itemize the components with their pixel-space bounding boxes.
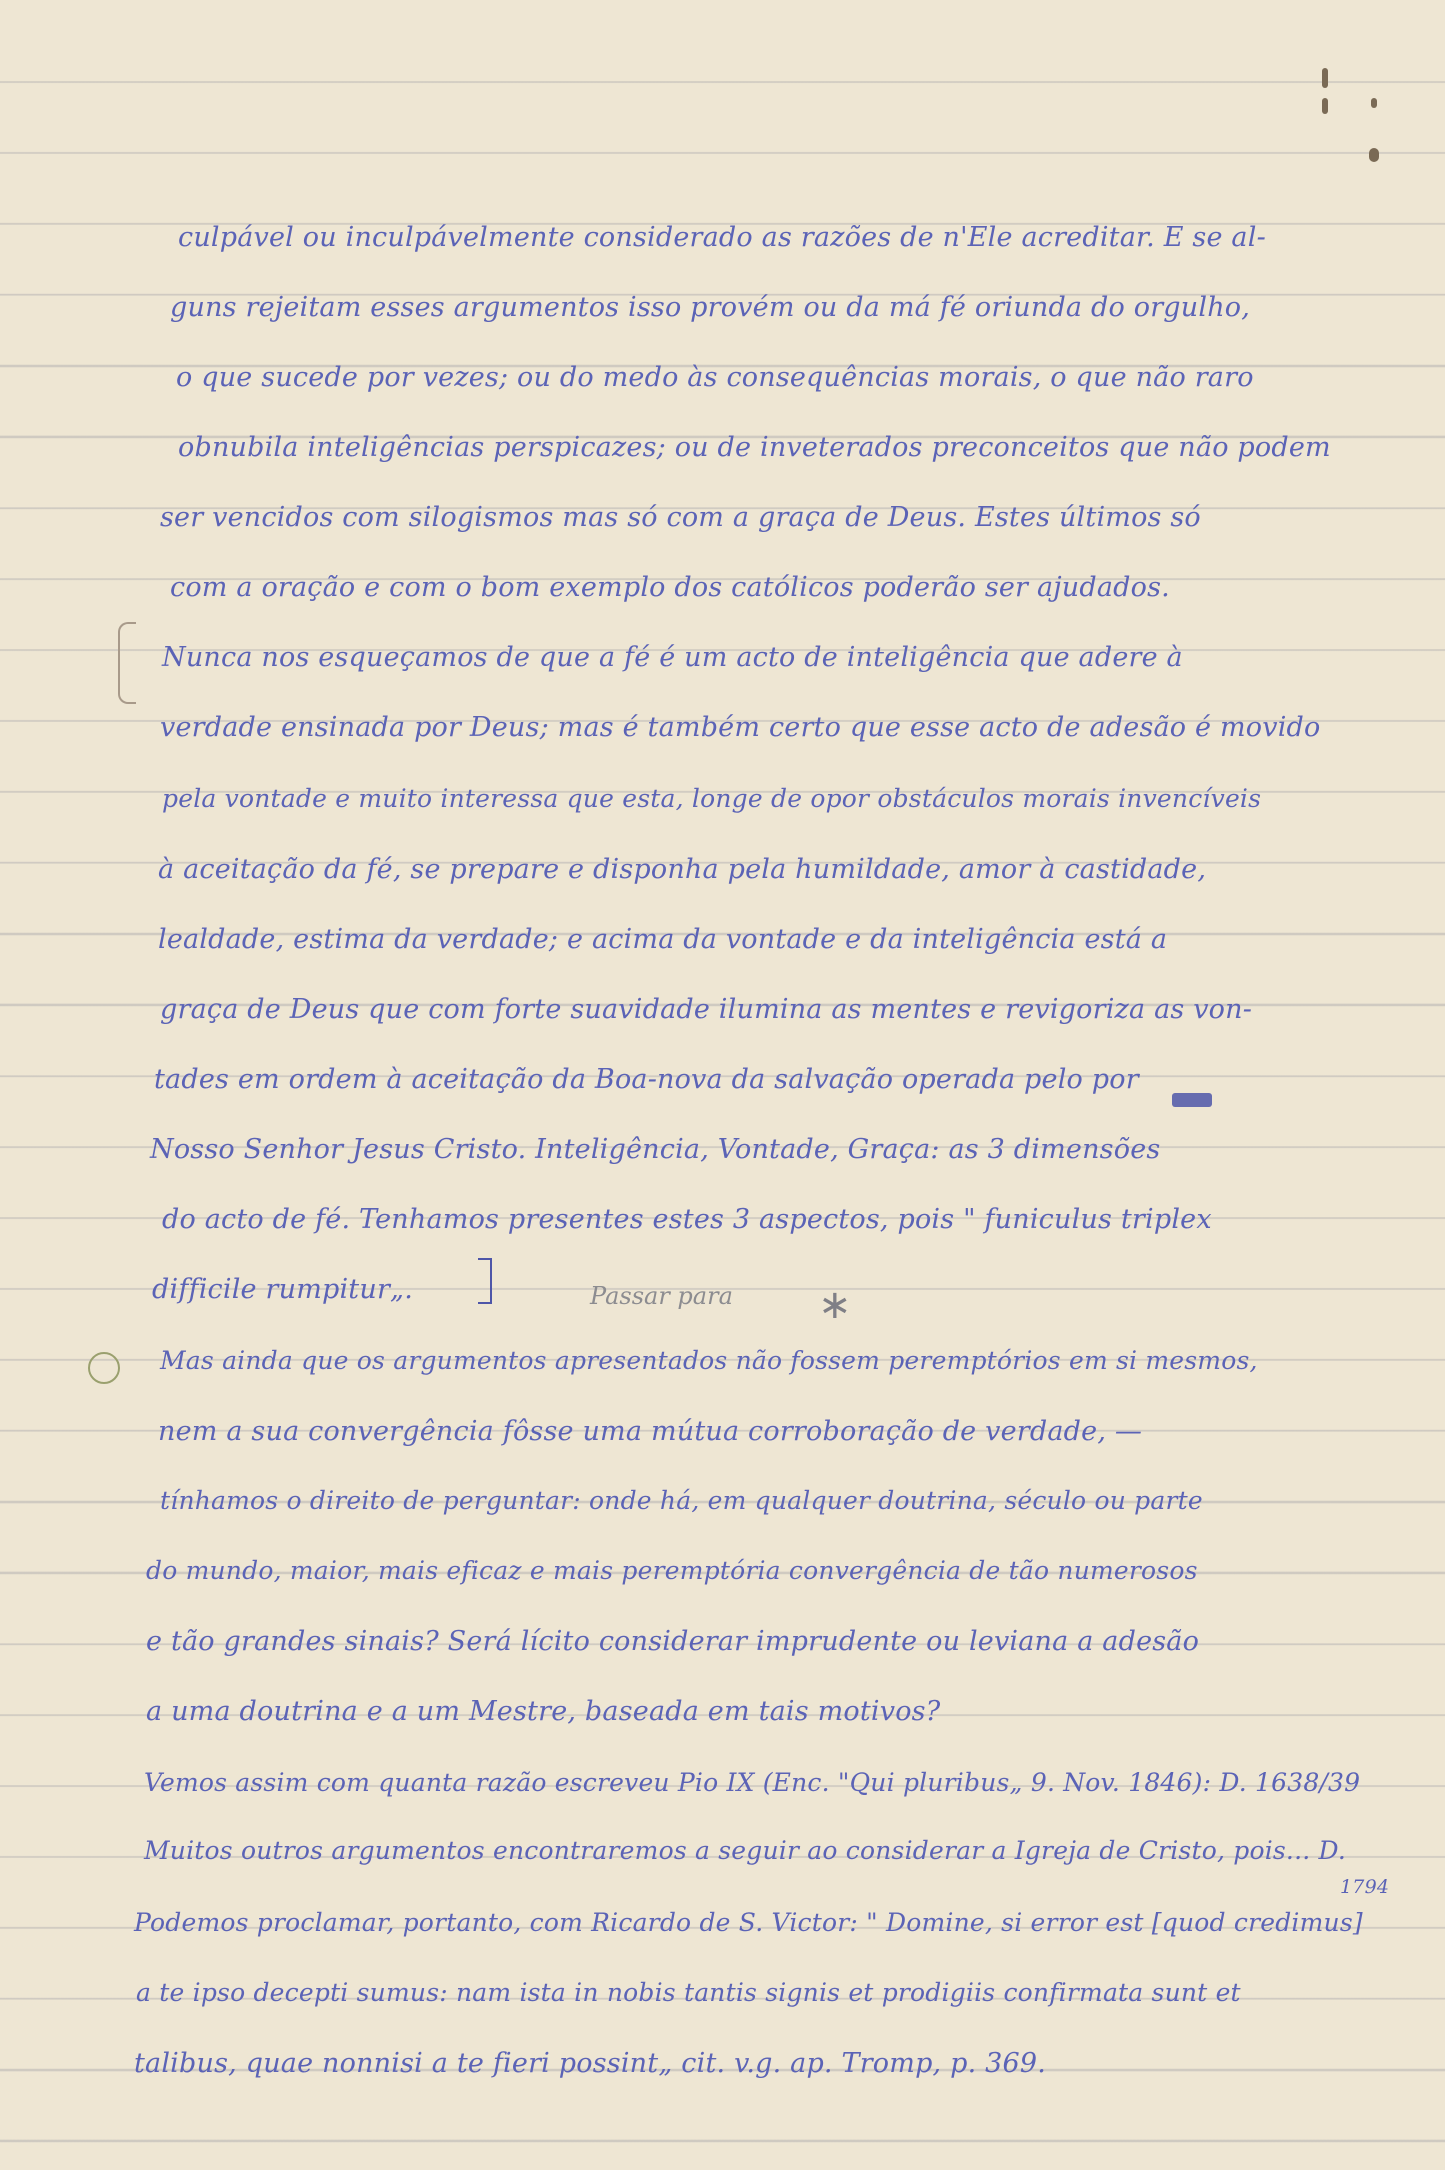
text-line: do acto de fé. Tenhamos presentes estes 3 aspectos, pois " funiculus triplex xyxy=(162,1204,1212,1235)
margin-note: Passar para xyxy=(590,1282,733,1310)
binding-hole xyxy=(1322,98,1328,114)
text-line: nem a sua convergência fôsse uma mútua corroboração de verdade, — xyxy=(158,1416,1143,1447)
text-line: pela vontade e muito interessa que esta, longe de opor obstáculos morais invencíveis xyxy=(162,784,1262,813)
text-line: guns rejeitam esses argumentos isso provém ou da má fé oriunda do orgulho, xyxy=(170,292,1251,323)
text-line: talibus, quae nonnisi a te fieri possint„ cit. v.g. ap. Tromp, p. 369. xyxy=(134,2048,1047,2079)
line-subscript: 1794 xyxy=(1340,1876,1390,1898)
bracket-close-mark xyxy=(478,1258,492,1304)
text-line: Mas ainda que os argumentos apresentados não fossem peremptórios em si mesmos, xyxy=(160,1346,1258,1375)
circle-mark xyxy=(88,1352,120,1384)
binding-hole xyxy=(1369,148,1379,162)
text-line: difficile rumpitur„. xyxy=(152,1274,414,1305)
text-line: a te ipso decepti sumus: nam ista in nobis tantis signis et prodigiis confirmata sunt et xyxy=(136,1978,1241,2007)
text-line: e tão grandes sinais? Será lícito considerar imprudente ou leviana a adesão xyxy=(146,1626,1200,1657)
text-line: Nosso Senhor Jesus Cristo. Inteligência, Vontade, Graça: as 3 dimensões xyxy=(150,1134,1161,1165)
binding-hole xyxy=(1371,98,1377,108)
text-line: Vemos assim com quanta razão escreveu Pio IX (Enc. "Qui pluribus„ 9. Nov. 1846): D. 1638/39 xyxy=(144,1768,1361,1797)
text-line: graça de Deus que com forte suavidade ilumina as mentes e revigoriza as von- xyxy=(160,994,1253,1025)
binding-hole xyxy=(1322,68,1328,88)
text-line: tínhamos o direito de perguntar: onde há, em qualquer doutrina, século ou parte xyxy=(160,1486,1203,1515)
double-cross-mark: ∗ xyxy=(818,1282,852,1328)
text-line: a uma doutrina e a um Mestre, baseada em tais motivos? xyxy=(146,1696,941,1727)
text-line: culpável ou inculpávelmente considerado as razões de n'Ele acreditar. E se al- xyxy=(178,222,1266,253)
text-line: do mundo, maior, mais eficaz e mais peremptória convergência de tão numerosos xyxy=(146,1556,1198,1585)
bracket-open-mark xyxy=(118,622,136,704)
text-line: à aceitação da fé, se prepare e disponha pela humildade, amor à castidade, xyxy=(158,854,1207,885)
text-line: verdade ensinada por Deus; mas é também certo que esse acto de adesão é movido xyxy=(160,712,1321,743)
text-line: obnubila inteligências perspicazes; ou de inveterados preconceitos que não podem xyxy=(178,432,1331,463)
text-line: Podemos proclamar, portanto, com Ricardo de S. Victor: " Domine, si error est [quod credimus] xyxy=(134,1908,1363,1937)
text-line: Muitos outros argumentos encontraremos a seguir ao considerar a Igreja de Cristo, pois... D. xyxy=(144,1836,1347,1865)
text-line: com a oração e com o bom exemplo dos católicos poderão ser ajudados. xyxy=(170,572,1170,603)
text-line: tades em ordem à aceitação da Boa-nova da salvação operada pelo por xyxy=(154,1064,1139,1095)
text-line: Nunca nos esqueçamos de que a fé é um acto de inteligência que adere à xyxy=(162,642,1183,673)
strikethrough-mark xyxy=(1172,1093,1212,1107)
text-line: o que sucede por vezes; ou do medo às consequências morais, o que não raro xyxy=(176,362,1254,393)
text-line: lealdade, estima da verdade; e acima da vontade e da inteligência está a xyxy=(158,924,1168,955)
text-line: ser vencidos com silogismos mas só com a graça de Deus. Estes últimos só xyxy=(160,502,1201,533)
